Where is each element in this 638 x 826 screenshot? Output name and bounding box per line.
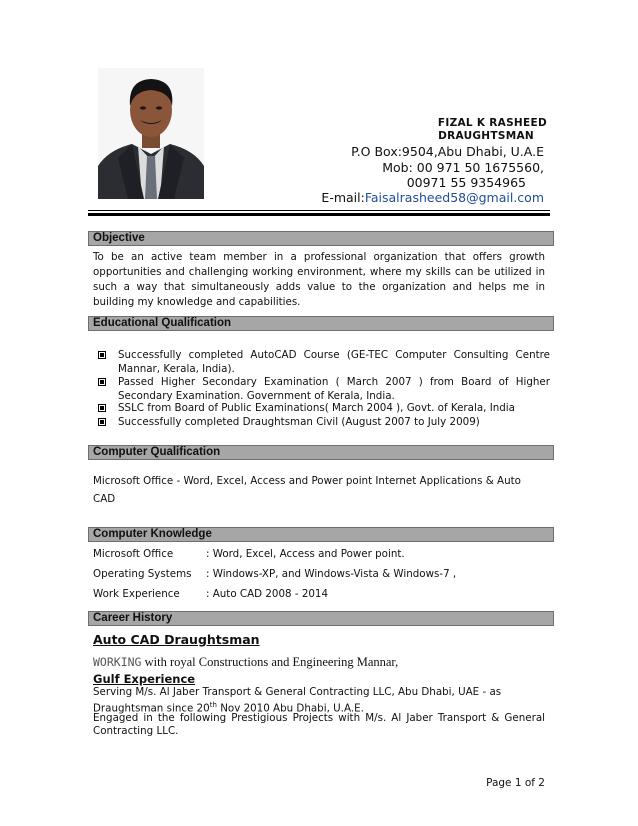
knowledge-value: : Word, Excel, Access and Power point. — [206, 548, 405, 560]
page-number: Page 1 of 2 — [486, 777, 545, 789]
knowledge-value: : Auto CAD 2008 - 2014 — [206, 588, 329, 600]
knowledge-label: Work Experience — [93, 588, 180, 600]
bullet-icon — [98, 404, 106, 412]
engaged-text: Engaged in the following Prestigious Projects with M/s. Al Jaber Transport & General Contracting LLC. — [93, 712, 545, 737]
header-rule-thick — [88, 213, 550, 216]
knowledge-row — [93, 547, 405, 561]
objective-text: To be an active team member in a professional organization that offers growth opportunities and challenging working environment, where my skills can be utilized in such a way that simultaneously adds value to the organization and helps me in building my knowledge and capabilities. — [93, 251, 545, 308]
computer-qualification-line-2: CAD — [93, 493, 116, 505]
candidate-name: FIZAL K RASHEED — [437, 117, 547, 129]
knowledge-row — [93, 567, 457, 581]
education-item: Successfully completed Draughtsman Civil (August 2007 to July 2009) — [112, 415, 550, 429]
working-word: WORKING — [93, 655, 142, 669]
section-heading-computer-qualification: Computer Qualification — [88, 445, 554, 460]
bullet-icon — [98, 378, 106, 386]
bullet-icon — [98, 351, 106, 359]
job-title: Auto CAD Draughtsman — [93, 632, 260, 647]
working-rest: with royal Constructions and Engineering Mannar, — [141, 655, 399, 669]
knowledge-row — [93, 587, 329, 601]
mobile-number: Mob: 00 971 50 1675560, — [382, 160, 544, 175]
working-line — [93, 655, 398, 670]
bullet-icon — [98, 418, 106, 426]
serving-line-2: Draughtsman since 20th Nov 2010 Abu Dhabi, U.A.E. — [93, 701, 364, 715]
email-label: E-mail: — [321, 190, 365, 205]
portrait-image — [98, 68, 204, 199]
gulf-experience-heading: Gulf Experience — [93, 672, 196, 686]
serving-line-1: Serving M/s. Al Jaber Transport & General Contracting LLC, Abu Dhabi, UAE - as — [93, 686, 502, 698]
knowledge-label: Operating Systems — [93, 568, 192, 580]
education-item: Successfully completed AutoCAD Course (GE-TEC Computer Consulting Centre Mannar, Kerala, India). — [112, 348, 550, 376]
knowledge-label: Microsoft Office — [93, 548, 174, 560]
section-heading-computer-knowledge: Computer Knowledge — [88, 527, 554, 542]
knowledge-value: : Windows-XP, and Windows-Vista & Windows-7 , — [206, 568, 457, 580]
section-heading-career-history: Career History — [88, 611, 554, 626]
email-link[interactable]: Faisalrasheed58@gmail.com — [364, 190, 544, 205]
mobile-number-2: 00971 55 9354965 — [406, 175, 526, 190]
education-item: SSLC from Board of Public Examinations( March 2004 ), Govt. of Kerala, India — [112, 401, 550, 415]
email-line — [321, 190, 544, 205]
section-heading-objective: Objective — [88, 231, 554, 246]
education-item: Passed Higher Secondary Examination ( March 2007 ) from Board of Higher Secondary Examination. Government of Kerala, India. — [112, 375, 550, 403]
header-rule-thin — [88, 210, 550, 211]
profile-photo — [98, 68, 204, 199]
postal-address: P.O Box:9504,Abu Dhabi, U.A.E — [351, 144, 544, 159]
computer-qualification-line-1: Microsoft Office - Word, Excel, Access and Power point Internet Applications & Auto — [93, 475, 521, 487]
candidate-role: DRAUGHTSMAN — [438, 130, 534, 142]
section-heading-education: Educational Qualification — [88, 316, 554, 331]
